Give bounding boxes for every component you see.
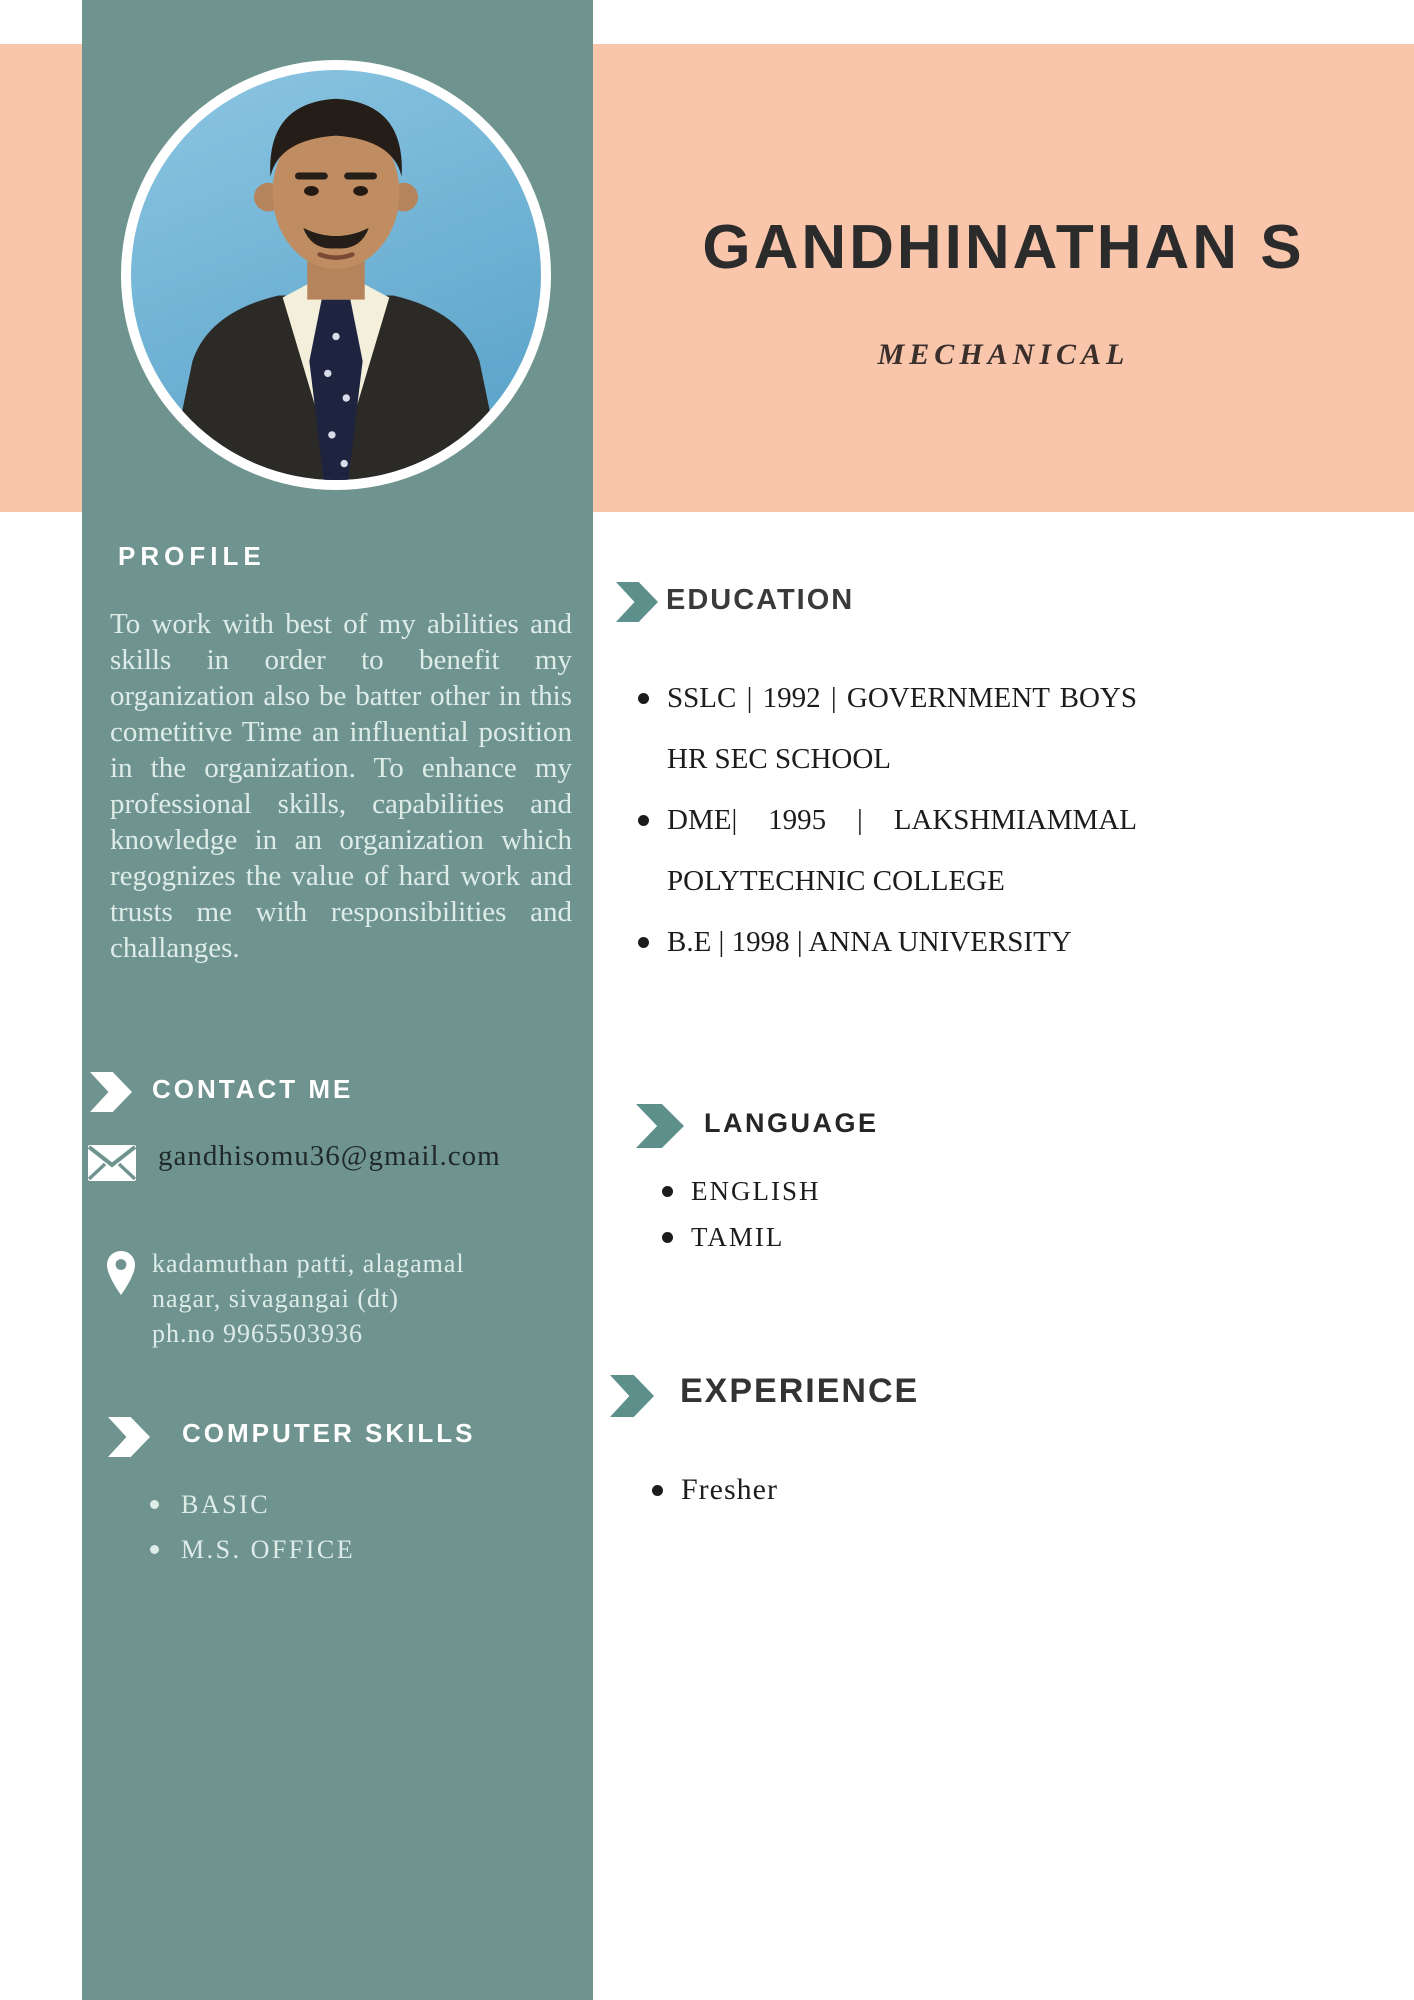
map-pin-icon [106, 1250, 136, 1296]
candidate-title: MECHANICAL [877, 338, 1130, 371]
list-item [638, 668, 1140, 790]
skill-label: BASIC [181, 1489, 271, 1519]
left-accent-strip [0, 44, 82, 512]
profile-photo-illustration [131, 70, 541, 480]
list-item [662, 1168, 821, 1214]
computer-skills-section-heading: COMPUTER SKILLS [182, 1418, 476, 1448]
profile-photo [121, 60, 551, 490]
computer-skills-list [150, 1482, 355, 1572]
list-item [638, 912, 1140, 973]
list-item [638, 790, 1140, 912]
bullet-dot [652, 1485, 663, 1496]
profile-summary-text: To work with best of my abilities and skills in order to benefit my organization also be batter other in this cometitive Time an influential position in the organization. To enhance my professional skills, capabilities and knowledge in an organization which regognizes the value of hard work and trusts me with responsibilities and challanges. [110, 608, 572, 964]
education-list [638, 668, 1140, 973]
education-entry: SSLC | 1992 | GOVERNMENT BOYS HR SEC SCHOOL [667, 682, 1137, 775]
address-line: kadamuthan patti, alagamal [152, 1249, 465, 1278]
bullet-dot [662, 1186, 673, 1197]
education-entry: B.E | 1998 | ANNA UNIVERSITY [667, 926, 1072, 958]
chevron-right-icon [610, 1375, 654, 1417]
bullet-dot [150, 1545, 159, 1554]
contact-section-heading: CONTACT ME [152, 1074, 354, 1104]
chevron-right-icon [636, 1104, 684, 1148]
list-item [652, 1466, 778, 1514]
bullet-dot [662, 1232, 673, 1243]
email-address: gandhisomu36@gmail.com [158, 1140, 501, 1172]
chevron-right-icon [616, 582, 658, 622]
experience-list [652, 1466, 778, 1514]
education-entry: DME| 1995 | LAKSHMIAMMAL POLYTECHNIC COLLEGE [667, 804, 1137, 897]
experience-label: Fresher [681, 1473, 778, 1506]
address-block [152, 1246, 512, 1351]
bullet-dot [638, 693, 649, 704]
list-item [150, 1527, 355, 1572]
profile-section-heading: PROFILE [118, 541, 266, 571]
language-label: ENGLISH [691, 1175, 821, 1206]
bullet-dot [150, 1500, 159, 1509]
phone-number: ph.no 9965503936 [152, 1319, 363, 1348]
experience-section-heading: EXPERIENCE [680, 1372, 920, 1410]
envelope-icon [88, 1145, 136, 1181]
bullet-dot [638, 815, 649, 826]
list-item [662, 1214, 821, 1260]
language-section-heading: LANGUAGE [704, 1108, 879, 1138]
language-list [662, 1168, 821, 1260]
education-section-heading: EDUCATION [666, 584, 855, 616]
skill-label: M.S. OFFICE [181, 1534, 356, 1564]
address-line: nagar, sivagangai (dt) [152, 1284, 399, 1313]
candidate-name: GANDHINATHAN S [702, 213, 1305, 282]
list-item [150, 1482, 355, 1527]
language-label: TAMIL [691, 1221, 785, 1252]
bullet-dot [638, 937, 649, 948]
